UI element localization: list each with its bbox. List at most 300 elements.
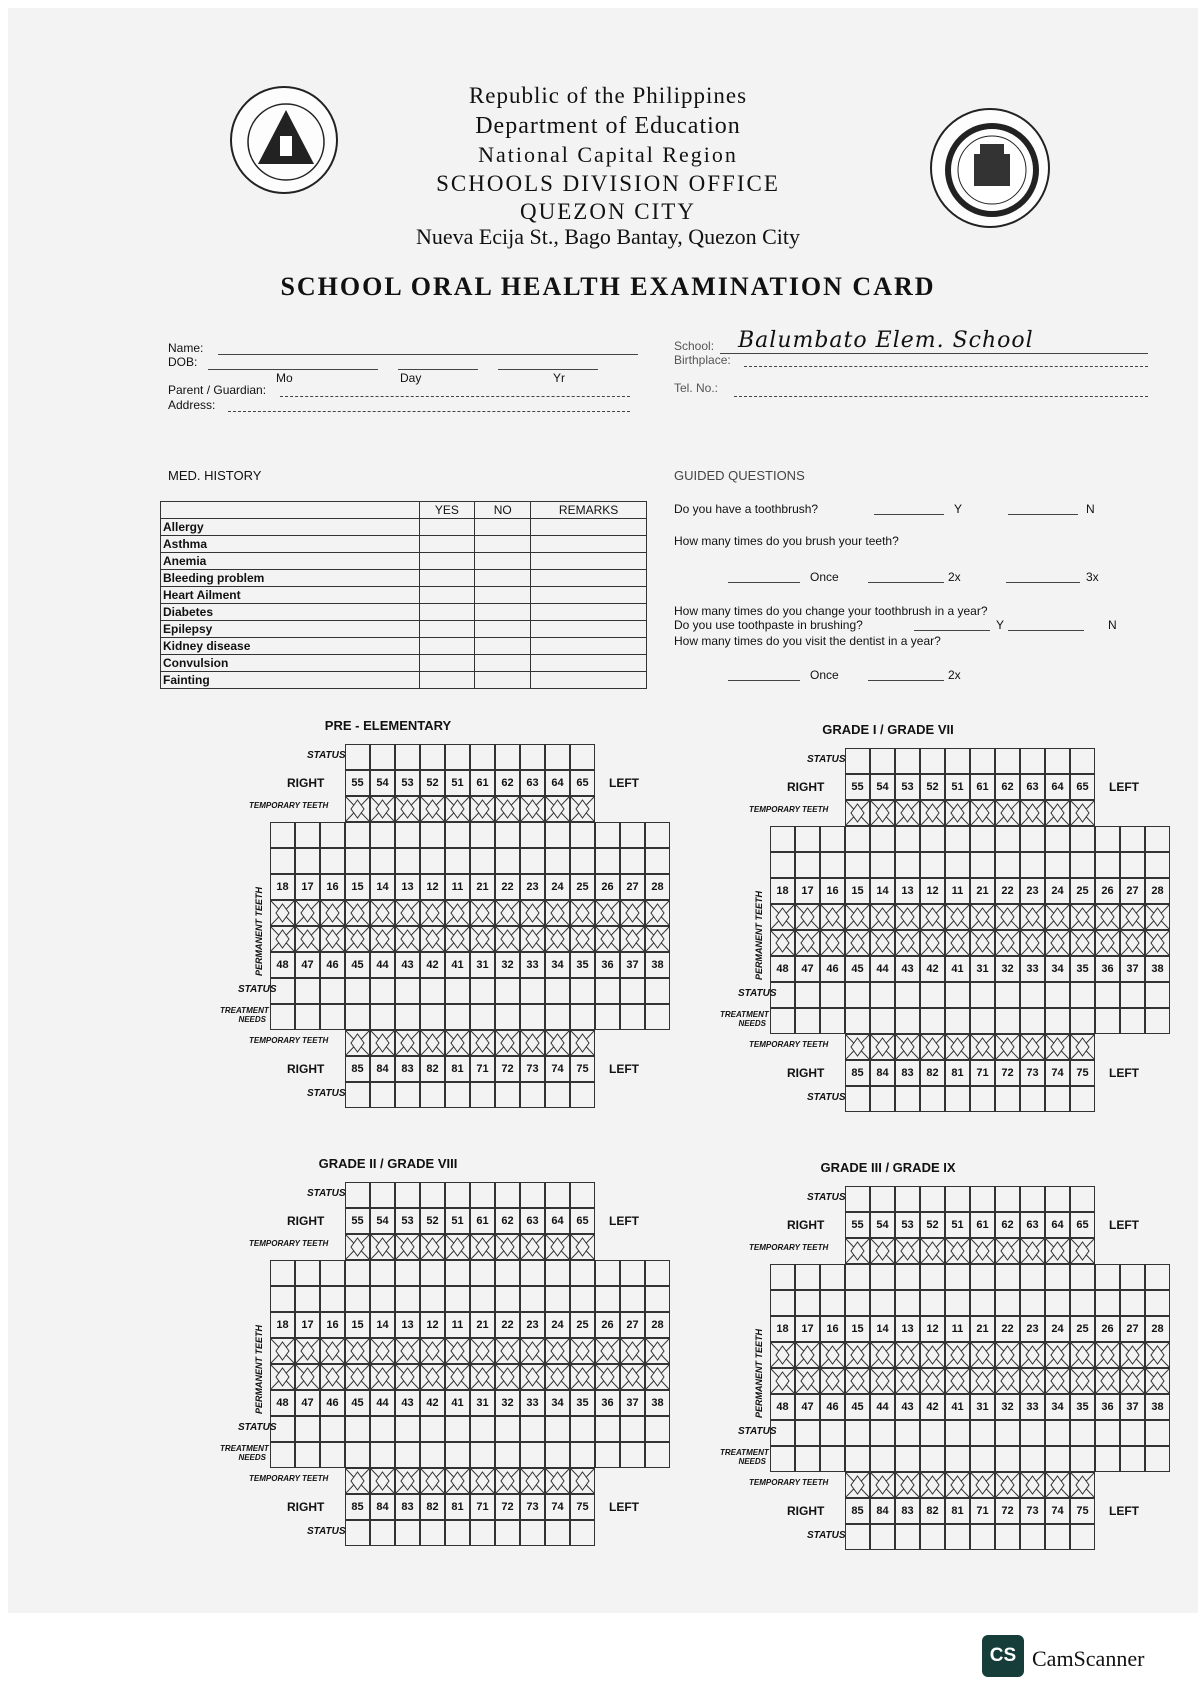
status-cell[interactable]	[1045, 982, 1070, 1008]
med-yes-cell[interactable]	[419, 672, 475, 689]
tooth-diagram[interactable]	[545, 1234, 570, 1260]
status-cell[interactable]	[295, 1286, 320, 1312]
status-cell[interactable]	[995, 1446, 1020, 1472]
tooth-diagram[interactable]	[1145, 930, 1170, 956]
tooth-diagram[interactable]	[570, 1030, 595, 1056]
tooth-diagram[interactable]	[1045, 1342, 1070, 1368]
tooth-diagram[interactable]	[620, 1338, 645, 1364]
tooth-diagram[interactable]	[445, 1030, 470, 1056]
tooth-diagram[interactable]	[820, 1368, 845, 1394]
status-cell[interactable]	[270, 1442, 295, 1468]
status-cell[interactable]	[970, 982, 995, 1008]
status-cell[interactable]	[845, 748, 870, 774]
status-cell[interactable]	[920, 826, 945, 852]
tooth-diagram[interactable]	[470, 1364, 495, 1390]
name-field[interactable]	[218, 354, 638, 355]
med-no-cell[interactable]	[475, 621, 531, 638]
med-remarks-cell[interactable]	[531, 519, 647, 536]
status-cell[interactable]	[820, 1264, 845, 1290]
status-cell[interactable]	[770, 1446, 795, 1472]
status-cell[interactable]	[445, 848, 470, 874]
tooth-diagram[interactable]	[520, 1364, 545, 1390]
tooth-diagram[interactable]	[1070, 1368, 1095, 1394]
tooth-diagram[interactable]	[795, 930, 820, 956]
status-cell[interactable]	[545, 1182, 570, 1208]
tooth-diagram[interactable]	[1020, 800, 1045, 826]
status-cell[interactable]	[595, 1286, 620, 1312]
tooth-diagram[interactable]	[620, 900, 645, 926]
status-cell[interactable]	[1020, 748, 1045, 774]
status-cell[interactable]	[970, 1264, 995, 1290]
status-cell[interactable]	[895, 1290, 920, 1316]
status-cell[interactable]	[395, 1442, 420, 1468]
toothpaste-yes-field[interactable]	[914, 630, 990, 631]
status-cell[interactable]	[1145, 1008, 1170, 1034]
status-cell[interactable]	[920, 1264, 945, 1290]
status-cell[interactable]	[495, 1004, 520, 1030]
status-cell[interactable]	[895, 1008, 920, 1034]
tooth-diagram[interactable]	[545, 1364, 570, 1390]
dentist-2x-field[interactable]	[868, 680, 944, 681]
status-cell[interactable]	[370, 1004, 395, 1030]
tooth-diagram[interactable]	[1045, 1034, 1070, 1060]
tooth-diagram[interactable]	[445, 796, 470, 822]
status-cell[interactable]	[595, 848, 620, 874]
status-cell[interactable]	[320, 1260, 345, 1286]
status-cell[interactable]	[920, 852, 945, 878]
status-cell[interactable]	[1145, 1290, 1170, 1316]
tooth-diagram[interactable]	[920, 1368, 945, 1394]
status-cell[interactable]	[495, 1442, 520, 1468]
status-cell[interactable]	[845, 826, 870, 852]
status-cell[interactable]	[770, 1008, 795, 1034]
status-cell[interactable]	[795, 826, 820, 852]
tooth-diagram[interactable]	[1095, 930, 1120, 956]
status-cell[interactable]	[1070, 1524, 1095, 1550]
tooth-diagram[interactable]	[495, 796, 520, 822]
med-yes-cell[interactable]	[419, 519, 475, 536]
status-cell[interactable]	[795, 1446, 820, 1472]
tooth-diagram[interactable]	[920, 800, 945, 826]
status-cell[interactable]	[295, 1442, 320, 1468]
status-cell[interactable]	[895, 1186, 920, 1212]
med-no-cell[interactable]	[475, 536, 531, 553]
tooth-diagram[interactable]	[1095, 904, 1120, 930]
status-cell[interactable]	[270, 1004, 295, 1030]
tooth-diagram[interactable]	[870, 904, 895, 930]
tooth-diagram[interactable]	[1045, 904, 1070, 930]
status-cell[interactable]	[470, 1520, 495, 1546]
status-cell[interactable]	[345, 1182, 370, 1208]
status-cell[interactable]	[495, 822, 520, 848]
tooth-diagram[interactable]	[870, 1034, 895, 1060]
status-cell[interactable]	[470, 1260, 495, 1286]
status-cell[interactable]	[970, 1290, 995, 1316]
status-cell[interactable]	[470, 822, 495, 848]
tooth-diagram[interactable]	[845, 1368, 870, 1394]
tooth-diagram[interactable]	[345, 1468, 370, 1494]
status-cell[interactable]	[570, 1520, 595, 1546]
status-cell[interactable]	[1145, 1420, 1170, 1446]
status-cell[interactable]	[970, 852, 995, 878]
dentist-once-field[interactable]	[728, 680, 800, 681]
tooth-diagram[interactable]	[820, 930, 845, 956]
tooth-diagram[interactable]	[920, 930, 945, 956]
status-cell[interactable]	[295, 978, 320, 1004]
status-cell[interactable]	[420, 744, 445, 770]
tooth-diagram[interactable]	[270, 900, 295, 926]
tooth-diagram[interactable]	[895, 800, 920, 826]
status-cell[interactable]	[845, 1086, 870, 1112]
tooth-diagram[interactable]	[320, 926, 345, 952]
status-cell[interactable]	[270, 1260, 295, 1286]
toothpaste-no-field[interactable]	[1008, 630, 1084, 631]
tooth-diagram[interactable]	[570, 1468, 595, 1494]
tooth-diagram[interactable]	[1070, 930, 1095, 956]
status-cell[interactable]	[495, 744, 520, 770]
status-cell[interactable]	[320, 978, 345, 1004]
status-cell[interactable]	[345, 744, 370, 770]
status-cell[interactable]	[370, 978, 395, 1004]
status-cell[interactable]	[945, 748, 970, 774]
status-cell[interactable]	[995, 1264, 1020, 1290]
tooth-diagram[interactable]	[945, 1238, 970, 1264]
tooth-diagram[interactable]	[1120, 1342, 1145, 1368]
tooth-diagram[interactable]	[870, 1342, 895, 1368]
tooth-diagram[interactable]	[395, 926, 420, 952]
status-cell[interactable]	[820, 826, 845, 852]
status-cell[interactable]	[545, 1286, 570, 1312]
med-remarks-cell[interactable]	[531, 655, 647, 672]
tooth-diagram[interactable]	[420, 1364, 445, 1390]
status-cell[interactable]	[970, 1446, 995, 1472]
status-cell[interactable]	[870, 1290, 895, 1316]
tooth-diagram[interactable]	[1045, 1368, 1070, 1394]
status-cell[interactable]	[995, 826, 1020, 852]
status-cell[interactable]	[545, 1082, 570, 1108]
tooth-diagram[interactable]	[845, 1034, 870, 1060]
tooth-diagram[interactable]	[470, 1338, 495, 1364]
med-yes-cell[interactable]	[419, 604, 475, 621]
tooth-diagram[interactable]	[345, 1030, 370, 1056]
status-cell[interactable]	[1045, 1086, 1070, 1112]
status-cell[interactable]	[895, 1264, 920, 1290]
status-cell[interactable]	[870, 1008, 895, 1034]
status-cell[interactable]	[920, 1086, 945, 1112]
tooth-diagram[interactable]	[470, 1234, 495, 1260]
tooth-diagram[interactable]	[395, 1364, 420, 1390]
q-toothbrush-no-field[interactable]	[1008, 514, 1078, 515]
tooth-diagram[interactable]	[370, 1364, 395, 1390]
tel-field[interactable]	[734, 396, 1148, 397]
status-cell[interactable]	[470, 1442, 495, 1468]
status-cell[interactable]	[945, 1086, 970, 1112]
status-cell[interactable]	[1045, 1446, 1070, 1472]
tooth-diagram[interactable]	[845, 1238, 870, 1264]
tooth-diagram[interactable]	[995, 800, 1020, 826]
status-cell[interactable]	[945, 1524, 970, 1550]
tooth-diagram[interactable]	[545, 900, 570, 926]
tooth-diagram[interactable]	[770, 1368, 795, 1394]
status-cell[interactable]	[1045, 826, 1070, 852]
tooth-diagram[interactable]	[795, 1342, 820, 1368]
tooth-diagram[interactable]	[970, 1034, 995, 1060]
tooth-diagram[interactable]	[445, 1338, 470, 1364]
tooth-diagram[interactable]	[845, 1472, 870, 1498]
tooth-diagram[interactable]	[795, 1368, 820, 1394]
status-cell[interactable]	[570, 1416, 595, 1442]
status-cell[interactable]	[970, 826, 995, 852]
status-cell[interactable]	[570, 1286, 595, 1312]
status-cell[interactable]	[320, 1416, 345, 1442]
tooth-diagram[interactable]	[520, 1338, 545, 1364]
brush-once-field[interactable]	[728, 582, 800, 583]
status-cell[interactable]	[320, 1286, 345, 1312]
status-cell[interactable]	[445, 1004, 470, 1030]
status-cell[interactable]	[770, 1264, 795, 1290]
status-cell[interactable]	[370, 1286, 395, 1312]
tooth-diagram[interactable]	[820, 904, 845, 930]
med-remarks-cell[interactable]	[531, 604, 647, 621]
tooth-diagram[interactable]	[995, 1342, 1020, 1368]
status-cell[interactable]	[845, 1264, 870, 1290]
med-no-cell[interactable]	[475, 655, 531, 672]
status-cell[interactable]	[345, 1520, 370, 1546]
status-cell[interactable]	[470, 1416, 495, 1442]
tooth-diagram[interactable]	[995, 1472, 1020, 1498]
tooth-diagram[interactable]	[970, 930, 995, 956]
tooth-diagram[interactable]	[995, 1238, 1020, 1264]
status-cell[interactable]	[395, 848, 420, 874]
med-no-cell[interactable]	[475, 604, 531, 621]
med-no-cell[interactable]	[475, 519, 531, 536]
q-toothbrush-yes-field[interactable]	[874, 514, 944, 515]
guardian-field[interactable]	[280, 396, 630, 397]
tooth-diagram[interactable]	[1020, 1034, 1045, 1060]
status-cell[interactable]	[945, 1446, 970, 1472]
tooth-diagram[interactable]	[420, 900, 445, 926]
status-cell[interactable]	[945, 826, 970, 852]
status-cell[interactable]	[470, 848, 495, 874]
status-cell[interactable]	[620, 1442, 645, 1468]
tooth-diagram[interactable]	[545, 1468, 570, 1494]
tooth-diagram[interactable]	[370, 1468, 395, 1494]
med-yes-cell[interactable]	[419, 553, 475, 570]
status-cell[interactable]	[1120, 1264, 1145, 1290]
tooth-diagram[interactable]	[570, 900, 595, 926]
tooth-diagram[interactable]	[770, 904, 795, 930]
status-cell[interactable]	[370, 1260, 395, 1286]
status-cell[interactable]	[1045, 852, 1070, 878]
tooth-diagram[interactable]	[920, 1342, 945, 1368]
status-cell[interactable]	[445, 1416, 470, 1442]
status-cell[interactable]	[1070, 826, 1095, 852]
status-cell[interactable]	[545, 848, 570, 874]
status-cell[interactable]	[870, 1086, 895, 1112]
tooth-diagram[interactable]	[545, 796, 570, 822]
status-cell[interactable]	[795, 852, 820, 878]
status-cell[interactable]	[520, 1442, 545, 1468]
tooth-diagram[interactable]	[995, 1368, 1020, 1394]
status-cell[interactable]	[420, 1416, 445, 1442]
status-cell[interactable]	[370, 848, 395, 874]
status-cell[interactable]	[1095, 826, 1120, 852]
tooth-diagram[interactable]	[1020, 1238, 1045, 1264]
status-cell[interactable]	[595, 1442, 620, 1468]
tooth-diagram[interactable]	[370, 1338, 395, 1364]
status-cell[interactable]	[295, 1416, 320, 1442]
tooth-diagram[interactable]	[845, 930, 870, 956]
status-cell[interactable]	[345, 822, 370, 848]
status-cell[interactable]	[520, 822, 545, 848]
tooth-diagram[interactable]	[395, 1338, 420, 1364]
status-cell[interactable]	[320, 822, 345, 848]
tooth-diagram[interactable]	[1020, 1342, 1045, 1368]
tooth-diagram[interactable]	[345, 1234, 370, 1260]
tooth-diagram[interactable]	[770, 930, 795, 956]
status-cell[interactable]	[1095, 1290, 1120, 1316]
status-cell[interactable]	[845, 1420, 870, 1446]
status-cell[interactable]	[1120, 1420, 1145, 1446]
status-cell[interactable]	[395, 1082, 420, 1108]
status-cell[interactable]	[420, 848, 445, 874]
status-cell[interactable]	[1020, 826, 1045, 852]
tooth-diagram[interactable]	[1120, 1368, 1145, 1394]
status-cell[interactable]	[520, 1520, 545, 1546]
status-cell[interactable]	[845, 852, 870, 878]
status-cell[interactable]	[945, 1420, 970, 1446]
tooth-diagram[interactable]	[420, 1468, 445, 1494]
status-cell[interactable]	[595, 978, 620, 1004]
tooth-diagram[interactable]	[795, 904, 820, 930]
status-cell[interactable]	[445, 1182, 470, 1208]
status-cell[interactable]	[420, 1286, 445, 1312]
tooth-diagram[interactable]	[545, 1338, 570, 1364]
status-cell[interactable]	[445, 1442, 470, 1468]
status-cell[interactable]	[820, 1420, 845, 1446]
tooth-diagram[interactable]	[920, 904, 945, 930]
tooth-diagram[interactable]	[370, 926, 395, 952]
tooth-diagram[interactable]	[395, 900, 420, 926]
status-cell[interactable]	[1070, 1186, 1095, 1212]
med-remarks-cell[interactable]	[531, 553, 647, 570]
status-cell[interactable]	[395, 1520, 420, 1546]
status-cell[interactable]	[1145, 852, 1170, 878]
status-cell[interactable]	[1020, 852, 1045, 878]
tooth-diagram[interactable]	[820, 1342, 845, 1368]
tooth-diagram[interactable]	[920, 1238, 945, 1264]
status-cell[interactable]	[270, 848, 295, 874]
status-cell[interactable]	[570, 744, 595, 770]
status-cell[interactable]	[870, 852, 895, 878]
status-cell[interactable]	[895, 1446, 920, 1472]
tooth-diagram[interactable]	[870, 1472, 895, 1498]
status-cell[interactable]	[1120, 1008, 1145, 1034]
tooth-diagram[interactable]	[395, 1468, 420, 1494]
tooth-diagram[interactable]	[970, 1472, 995, 1498]
status-cell[interactable]	[795, 1290, 820, 1316]
status-cell[interactable]	[395, 1182, 420, 1208]
tooth-diagram[interactable]	[1145, 1368, 1170, 1394]
tooth-diagram[interactable]	[870, 800, 895, 826]
status-cell[interactable]	[545, 1520, 570, 1546]
dob-day-field[interactable]	[398, 369, 478, 370]
status-cell[interactable]	[370, 1520, 395, 1546]
status-cell[interactable]	[495, 1520, 520, 1546]
status-cell[interactable]	[945, 1290, 970, 1316]
tooth-diagram[interactable]	[345, 926, 370, 952]
med-remarks-cell[interactable]	[531, 672, 647, 689]
status-cell[interactable]	[870, 748, 895, 774]
status-cell[interactable]	[1070, 1420, 1095, 1446]
status-cell[interactable]	[370, 744, 395, 770]
status-cell[interactable]	[445, 744, 470, 770]
status-cell[interactable]	[970, 1186, 995, 1212]
status-cell[interactable]	[495, 1182, 520, 1208]
status-cell[interactable]	[995, 748, 1020, 774]
tooth-diagram[interactable]	[945, 800, 970, 826]
tooth-diagram[interactable]	[970, 904, 995, 930]
status-cell[interactable]	[395, 822, 420, 848]
med-yes-cell[interactable]	[419, 570, 475, 587]
status-cell[interactable]	[770, 852, 795, 878]
tooth-diagram[interactable]	[945, 1472, 970, 1498]
tooth-diagram[interactable]	[520, 1234, 545, 1260]
tooth-diagram[interactable]	[945, 904, 970, 930]
status-cell[interactable]	[470, 1286, 495, 1312]
status-cell[interactable]	[970, 1524, 995, 1550]
med-yes-cell[interactable]	[419, 655, 475, 672]
tooth-diagram[interactable]	[345, 796, 370, 822]
status-cell[interactable]	[445, 1286, 470, 1312]
med-no-cell[interactable]	[475, 553, 531, 570]
tooth-diagram[interactable]	[270, 1364, 295, 1390]
status-cell[interactable]	[445, 822, 470, 848]
tooth-diagram[interactable]	[970, 1342, 995, 1368]
status-cell[interactable]	[1045, 1008, 1070, 1034]
status-cell[interactable]	[620, 848, 645, 874]
status-cell[interactable]	[1070, 1008, 1095, 1034]
status-cell[interactable]	[370, 1442, 395, 1468]
status-cell[interactable]	[995, 1186, 1020, 1212]
tooth-diagram[interactable]	[870, 930, 895, 956]
status-cell[interactable]	[945, 1264, 970, 1290]
status-cell[interactable]	[770, 826, 795, 852]
status-cell[interactable]	[295, 1260, 320, 1286]
med-yes-cell[interactable]	[419, 621, 475, 638]
status-cell[interactable]	[1120, 826, 1145, 852]
tooth-diagram[interactable]	[420, 1030, 445, 1056]
status-cell[interactable]	[520, 744, 545, 770]
status-cell[interactable]	[1020, 982, 1045, 1008]
tooth-diagram[interactable]	[895, 1034, 920, 1060]
tooth-diagram[interactable]	[320, 900, 345, 926]
tooth-diagram[interactable]	[895, 1368, 920, 1394]
tooth-diagram[interactable]	[1020, 930, 1045, 956]
status-cell[interactable]	[595, 1004, 620, 1030]
med-yes-cell[interactable]	[419, 536, 475, 553]
status-cell[interactable]	[1145, 1446, 1170, 1472]
status-cell[interactable]	[1020, 1186, 1045, 1212]
status-cell[interactable]	[395, 978, 420, 1004]
status-cell[interactable]	[495, 1260, 520, 1286]
status-cell[interactable]	[545, 1004, 570, 1030]
status-cell[interactable]	[1045, 1264, 1070, 1290]
status-cell[interactable]	[1145, 982, 1170, 1008]
status-cell[interactable]	[295, 848, 320, 874]
status-cell[interactable]	[620, 1416, 645, 1442]
tooth-diagram[interactable]	[445, 900, 470, 926]
